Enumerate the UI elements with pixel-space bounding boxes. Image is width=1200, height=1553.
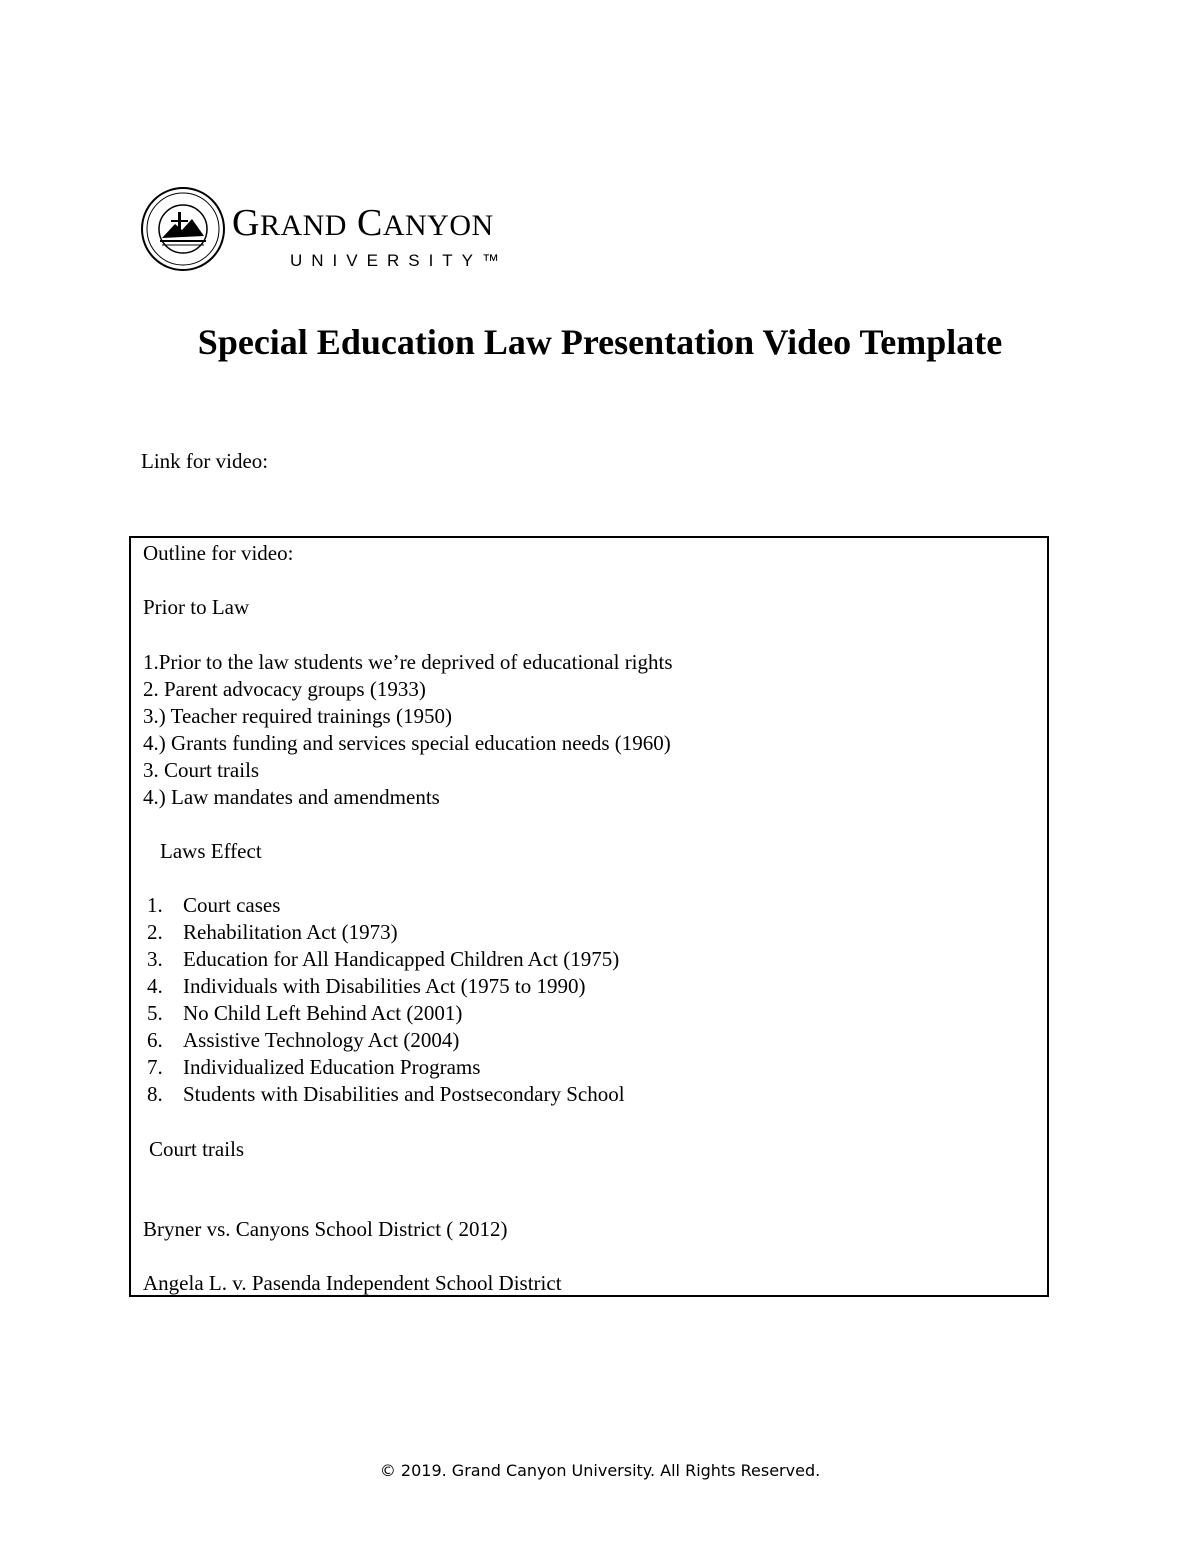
effect-item: Assistive Technology Act (2004) (183, 1028, 460, 1052)
effect-item-number: 7. (147, 1055, 163, 1079)
logo-wordmark (232, 204, 494, 242)
effect-item-number: 6. (147, 1028, 163, 1052)
video-link-label: Link for video: (141, 449, 269, 473)
effect-item-number: 8. (147, 1082, 163, 1106)
outline-heading: Outline for video: (143, 541, 294, 565)
effect-item-number: 5. (147, 1001, 163, 1025)
court-heading: Court trails (149, 1137, 245, 1161)
prior-item: 3.) Teacher required trainings (1950) (143, 704, 452, 728)
copyright-footer: © 2019. Grand Canyon University. All Rights Reserved. (379, 1461, 821, 1480)
effect-item: Education for All Handicapped Children Act (1975) (183, 947, 620, 971)
prior-item: 3. Court trails (143, 758, 260, 782)
prior-item: 4.) Grants funding and services special education needs (1960) (143, 731, 671, 755)
effect-item-number: 1. (147, 893, 163, 917)
effect-item: No Child Left Behind Act (2001) (183, 1001, 463, 1025)
prior-heading: Prior to Law (143, 595, 250, 619)
effect-item: Court cases (183, 893, 281, 917)
university-seal-icon (140, 186, 226, 272)
logo-subword: UNIVERSITY™ (290, 251, 509, 270)
page-title: Special Education Law Presentation Video Template (197, 322, 1003, 362)
effect-item-number: 4. (147, 974, 163, 998)
outline-box (129, 536, 1049, 1297)
prior-item: 4.) Law mandates and amendments (143, 785, 440, 809)
effect-heading: Laws Effect (160, 839, 262, 863)
court-case: Angela L. v. Pasenda Independent School District (143, 1271, 562, 1295)
university-logo (140, 186, 540, 272)
effect-item: Rehabilitation Act (1973) (183, 920, 398, 944)
prior-item: 2. Parent advocacy groups (1933) (143, 677, 426, 701)
logo-word-2: CANYON (356, 202, 494, 244)
effect-item: Students with Disabilities and Postsecondary School (183, 1082, 625, 1106)
prior-item: 1.Prior to the law students we’re deprived of educational rights (143, 650, 673, 674)
court-case: Bryner vs. Canyons School District ( 2012) (143, 1217, 508, 1241)
effect-item-number: 2. (147, 920, 163, 944)
effect-item: Individualized Education Programs (183, 1055, 481, 1079)
effect-item: Individuals with Disabilities Act (1975 to 1990) (183, 974, 586, 998)
logo-word-1: GRAND (232, 202, 347, 244)
effect-item-number: 3. (147, 947, 163, 971)
